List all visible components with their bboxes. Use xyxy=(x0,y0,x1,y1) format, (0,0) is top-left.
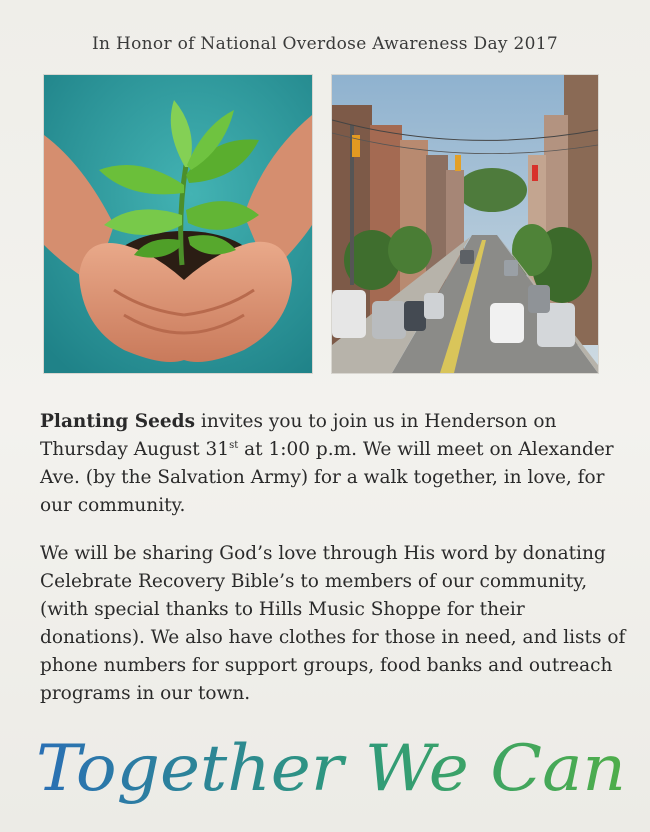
seedling-photo xyxy=(44,75,312,373)
together-we-can-tagline xyxy=(36,718,636,818)
town-street-icon xyxy=(332,75,598,373)
date-ordinal: st xyxy=(229,439,239,451)
invitation-paragraph xyxy=(40,408,635,520)
invitation-text-a: invites you to join us in Henderson on Thursday August 31 xyxy=(40,411,557,460)
brand-name: Planting Seeds xyxy=(40,411,196,432)
outreach-paragraph: We will be sharing God’s love through His word by donating Celebrate Recovery Bible’s to members of our community, (with special thanks to Hills Music Shoppe for their donations). We also have clothes for those in need, and lists of phone numbers for support groups, food banks and outreach programs in our town. xyxy=(40,543,626,704)
hands-seedling-icon xyxy=(44,75,312,373)
tagline-text: Together We Can xyxy=(36,732,626,806)
main-street-photo xyxy=(332,75,598,373)
header-title: In Honor of National Overdose Awareness Day 2017 xyxy=(92,34,558,54)
invitation-text-b: at 1:00 p.m. We will meet on Alexander Ave. (by the Salvation Army) for a walk together, in love, for our community. xyxy=(40,439,614,516)
